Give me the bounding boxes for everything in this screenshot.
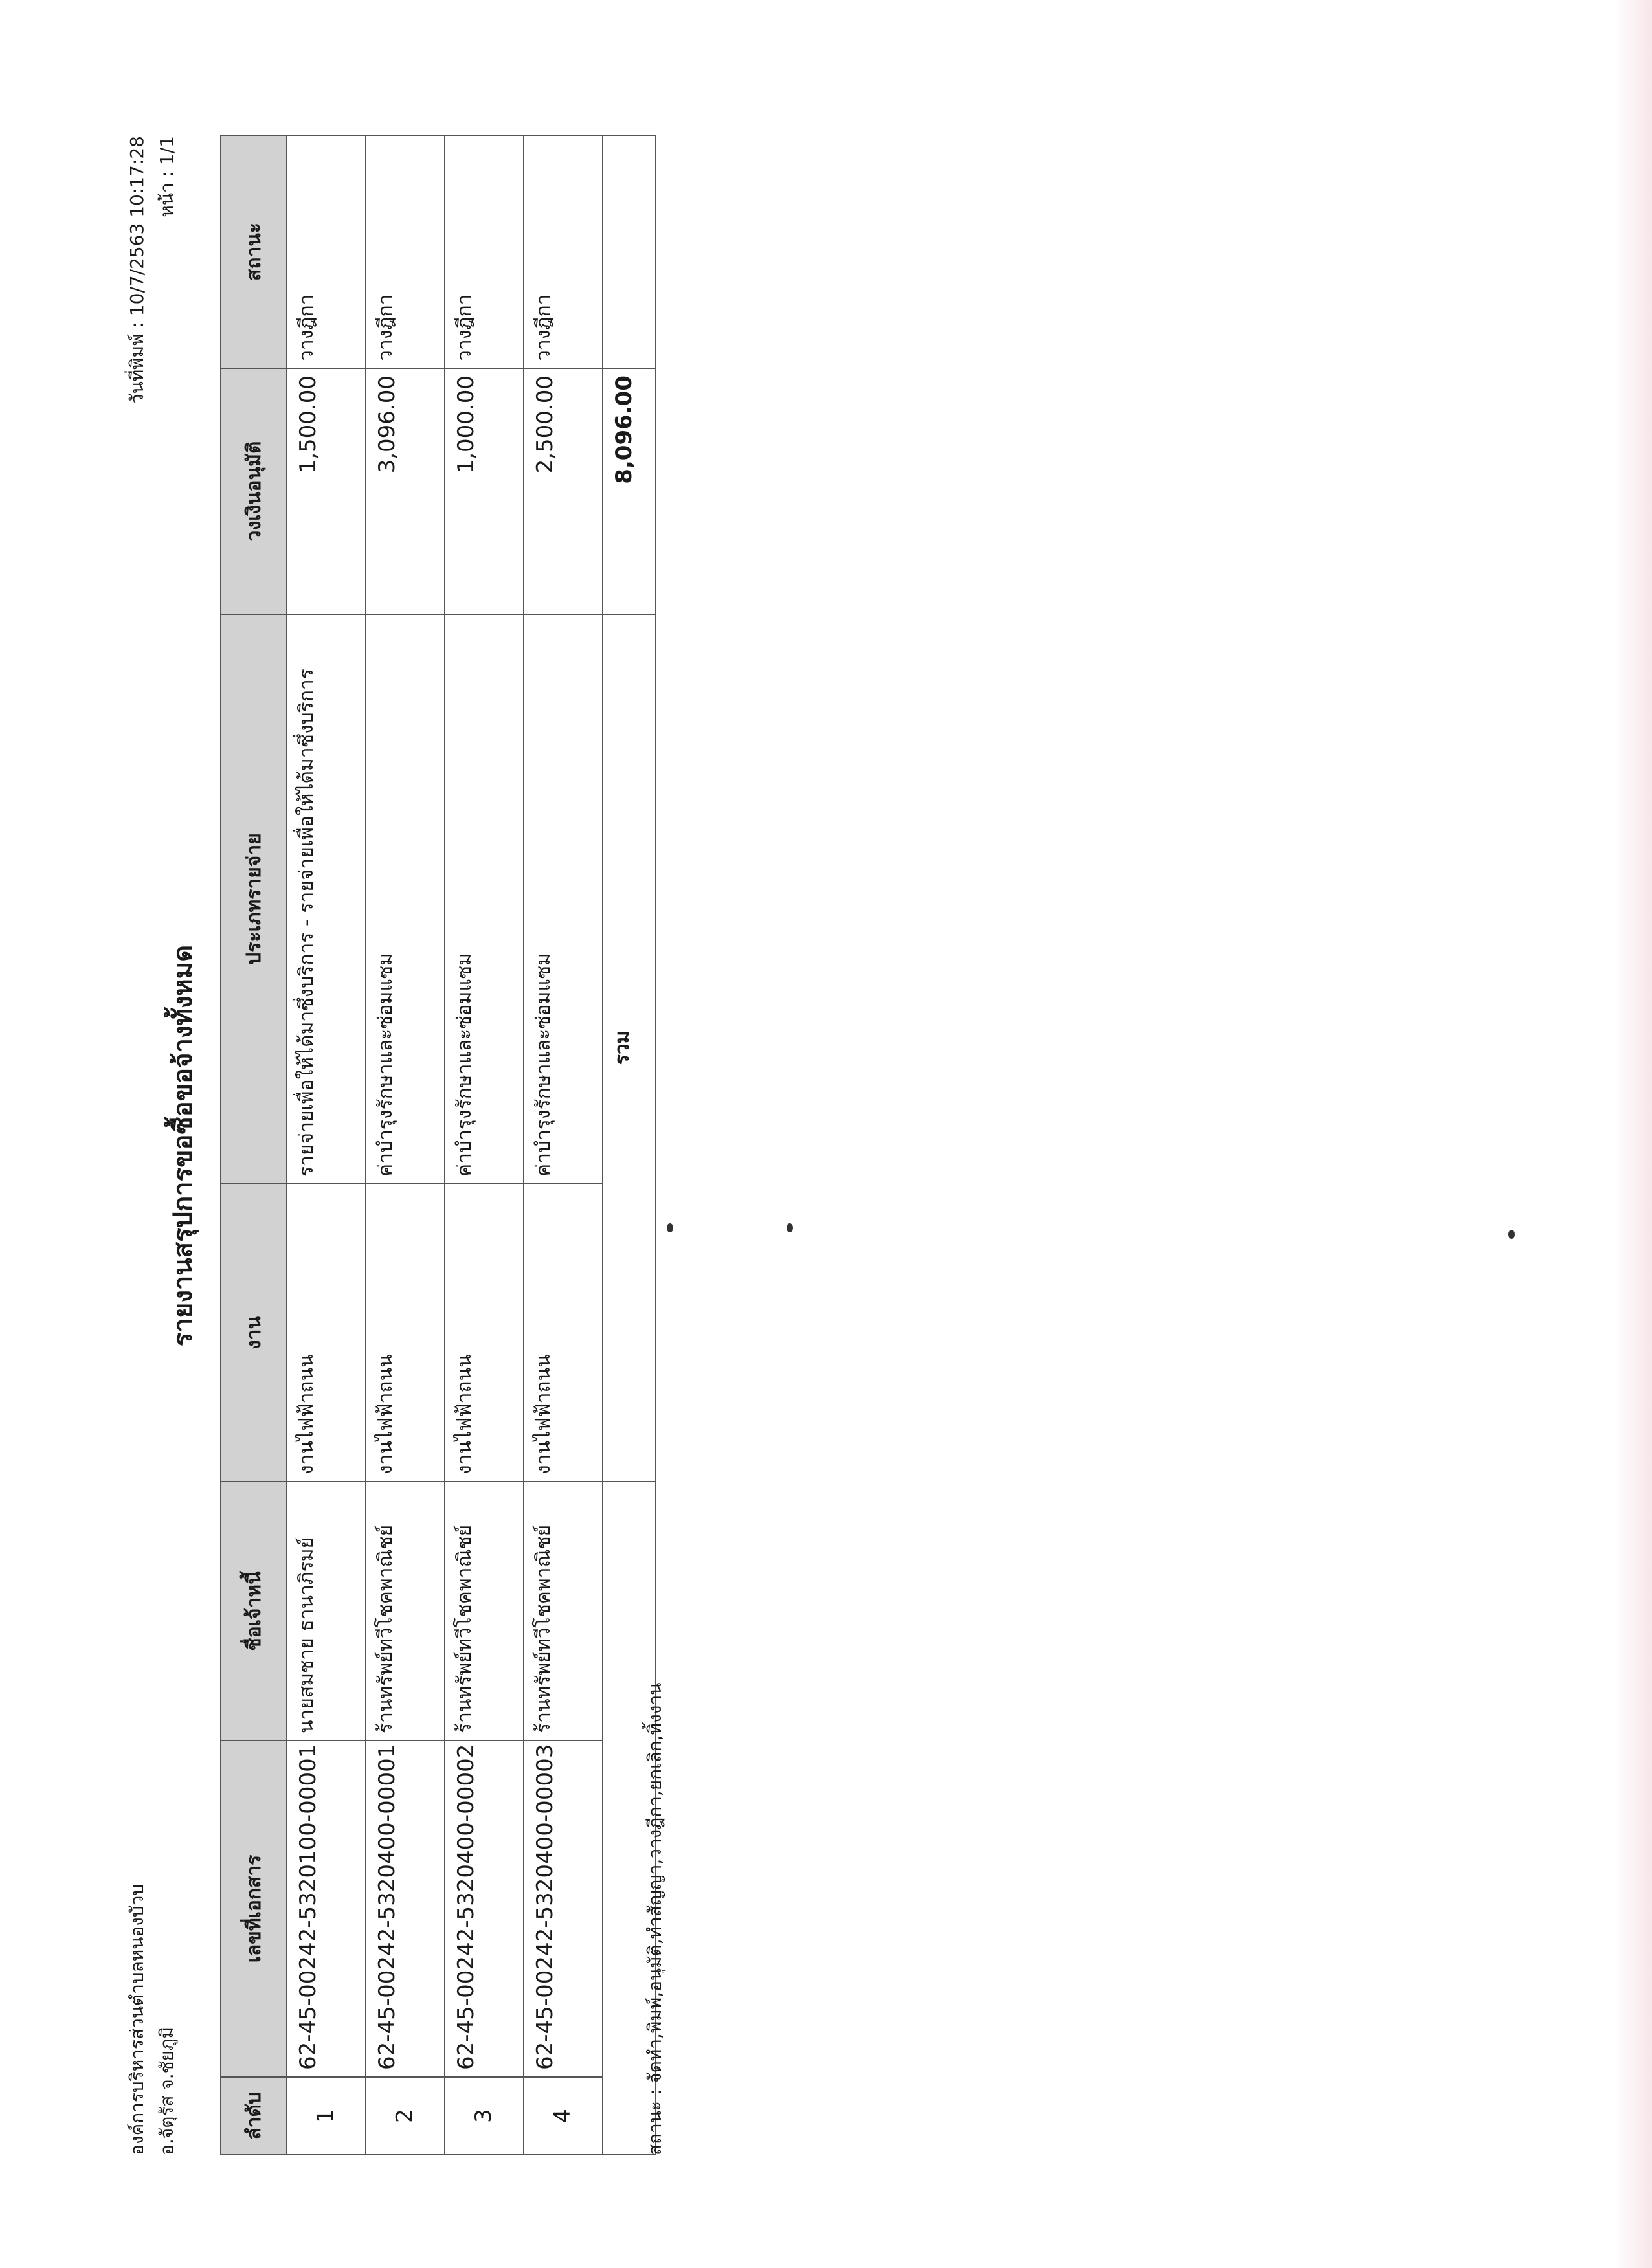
approved-amount: 1,500.00 — [287, 368, 366, 614]
expense-type: ค่าบำรุงรักษาและซ่อมแซม — [445, 614, 524, 1184]
procurement-table — [220, 135, 656, 2155]
total-status-spacer — [603, 135, 656, 368]
scan-speck — [1508, 1230, 1515, 1239]
table-row — [445, 135, 524, 2155]
status: วางฎีกา — [524, 135, 603, 368]
expense-type: ค่าบำรุงรักษาและซ่อมแซม — [366, 614, 445, 1184]
column-header: ลำดับ — [221, 2077, 287, 2155]
total-label: รวม — [603, 614, 656, 1482]
approved-amount: 3,096.00 — [366, 368, 445, 614]
creditor-name: ร้านทรัพย์ทวีโชคพาณิชย์ — [445, 1482, 524, 1740]
approved-amount: 2,500.00 — [524, 368, 603, 614]
document-number: 62-45-00242-5320400-00001 — [366, 1740, 445, 2077]
work-unit: งานไฟฟ้าถนน — [287, 1184, 366, 1482]
status: วางฎีกา — [287, 135, 366, 368]
status-legend: สถานะ : จัดทำ,พิมพ์,อนุมัติ,ทำสัญญา,วางฎีกา,ยกเลิก,ทิ้งงาน — [644, 1682, 665, 2155]
organization-name: องค์การบริหารส่วนตำบลหนองบัวบ — [126, 1884, 148, 2155]
work-unit: งานไฟฟ้าถนน — [524, 1184, 603, 1482]
row-number: 4 — [524, 2077, 603, 2155]
creditor-name: ร้านทรัพย์ทวีโชคพาณิชย์ — [524, 1482, 603, 1740]
column-header: สถานะ — [221, 135, 287, 368]
column-header: ประเภทรายจ่าย — [221, 614, 287, 1184]
status: วางฎีกา — [445, 135, 524, 368]
row-number: 2 — [366, 2077, 445, 2155]
page-edge-tint — [1613, 0, 1652, 2268]
row-number: 3 — [445, 2077, 524, 2155]
document-number: 62-45-00242-5320400-00003 — [524, 1740, 603, 2077]
report-page — [123, 136, 706, 2155]
column-header: งาน — [221, 1184, 287, 1482]
table-row — [366, 135, 445, 2155]
document-number: 62-45-00242-5320400-00002 — [445, 1740, 524, 2077]
creditor-name: ร้านทรัพย์ทวีโชคพาณิชย์ — [366, 1482, 445, 1740]
column-header: ชื่อเจ้าหนี้ — [221, 1482, 287, 1740]
approved-amount: 1,000.00 — [445, 368, 524, 614]
column-header: วงเงินอนุมัติ — [221, 368, 287, 614]
scan-speck — [787, 1223, 793, 1232]
page-number: หน้า : 1/1 — [156, 136, 177, 217]
creditor-name: นายสมชาย ธานาภิรมย์ — [287, 1482, 366, 1740]
total-amount: 8,096.00 — [603, 368, 656, 614]
column-header: เลขที่เอกสาร — [221, 1740, 287, 2077]
expense-type: รายจ่ายเพื่อให้ได้มาซึ่งบริการ - รายจ่ายเพื่อให้ได้มาซึ่งบริการ — [287, 614, 366, 1184]
work-unit: งานไฟฟ้าถนน — [366, 1184, 445, 1482]
status: วางฎีกา — [366, 135, 445, 368]
table-row — [287, 135, 366, 2155]
expense-type: ค่าบำรุงรักษาและซ่อมแซม — [524, 614, 603, 1184]
document-number: 62-45-00242-5320100-00001 — [287, 1740, 366, 2077]
table-row — [524, 135, 603, 2155]
print-date: วันที่พิมพ์ : 10/7/2563 10:17:28 — [126, 136, 148, 405]
district-name: อ.จัตุรัส จ.ชัยภูมิ — [156, 2027, 177, 2155]
row-number: 1 — [287, 2077, 366, 2155]
table-header-row — [221, 135, 287, 2155]
report-title: รายงานสรุปการขอซื้อขอจ้างทั้งหมด — [168, 944, 198, 1347]
work-unit: งานไฟฟ้าถนน — [445, 1184, 524, 1482]
